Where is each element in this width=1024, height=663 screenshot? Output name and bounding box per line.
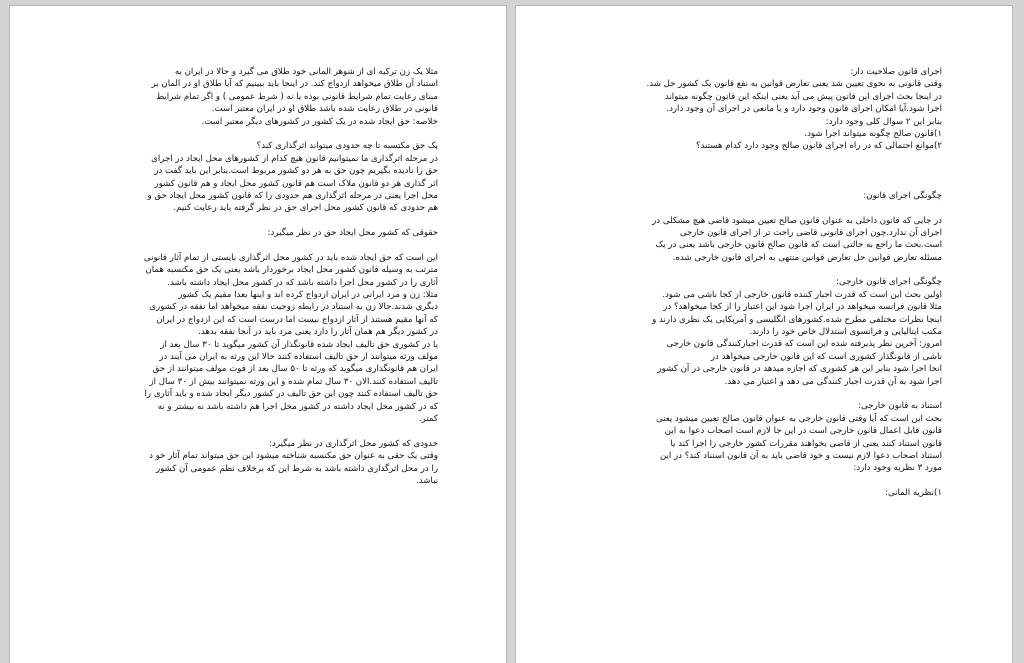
page-text-right — [608, 66, 942, 500]
text-line: استناد آن طلاق میخواهد ازدواج کند. در اینجا باید ببینیم که آیا طلاق او در المان بر — [151, 79, 438, 90]
text-line: مورد ۳ نظریه وجود دارد: — [853, 463, 942, 474]
text-line: تالیف استفاده کنند.الان ۳۰ سال تمام شده و این ورثه نمیتوانند بیش از ۳۰ سال از — [149, 376, 438, 387]
page-text-left — [112, 66, 438, 487]
paragraph-gap — [608, 388, 942, 400]
section-heading: استناد به قانون خارجی: — [858, 401, 942, 412]
paragraph-gap — [608, 475, 942, 487]
text-line: مسئله تعارض قوانین حل تعارض قوانین منتهی به اجرای قانون خارجی شده. — [672, 252, 942, 263]
text-line: اجرا شود به آن قدرت اجبار کنندگی می دهد و اعتبار می دهد. — [724, 376, 942, 387]
text-line: قانونی در طلاق رعایت شده باشد طلاق او در ایران معتبر است. — [211, 104, 438, 115]
paragraph-gap — [112, 128, 438, 140]
text-line: ایران هم قانونگذاری میگوید که ورثه تا ۵۰ سال بعد از فوت مولف میتوانند از حق — [152, 364, 438, 375]
paragraph-gap — [112, 215, 438, 227]
document-page-left — [10, 6, 506, 663]
list-item: ۱)قانون صالح چگونه میتواند اجرا شود. — [804, 128, 942, 139]
text-line: حق تالیف استفاده کنند چون این حق تالیف در کشور دیگر ایجاد شده و باید آثاری را — [144, 389, 438, 400]
section-heading: چگونگی اجرای قانون: — [863, 190, 942, 201]
text-line: اجرا شود.آیا امکان اجرای قانون وجود دارد و یا مانعی در اجرای آن وجود دارد. — [666, 104, 942, 115]
text-line: ناشی از قانونگذار کشوری است که این قانون خارجی میخواهد در — [710, 351, 942, 362]
text-line: مبنای رعایت تمام شرایط قانونی بوده یا نه ( شرط عمومی ) و اگر تمام شرایط — [156, 91, 438, 102]
summary-line: خلاصه: حق ایجاد شده در یک کشور در کشورهای دیگر معتبر است. — [201, 116, 438, 127]
text-line: استناد اصحاب دعوا لازم نیست و خود قاضی باید به آن قانون استناد کند؟ در این — [659, 450, 942, 461]
section-heading: چگونگی اجرای قانون خارجی: — [836, 277, 942, 288]
text-line: آثاری را در کشور محل اجرا داشته باشد که در کشور محل ایجاد داشته باشد. — [167, 277, 438, 288]
text-line: که آنها مقیم هستند از آثار ازدواج نیست اما درست است که این ازدواج در ایران — [156, 314, 438, 325]
text-line: در جایی که قانون داخلی به عنوان قانون صالح تعیین میشود قاضی هیچ مشکلی در — [652, 215, 942, 226]
section-heading: یک حق مکتسبه تا چه حدودی میتواند اثرگذاری کند؟ — [256, 141, 438, 152]
text-line: امروز: آخرین نظر پذیرفته شده این است که قدرت اجبارکنندگی قانون خارجی — [666, 339, 942, 350]
text-line: بنابر این ۲ سوال کلی وجود دارد: — [825, 116, 942, 127]
text-line: اینجا نظرات مختلفی مطرح شده.کشورهای انگلیسی و آمریکایی یک نظری دارند و — [652, 314, 942, 325]
text-line: قانون قابل اعمال قانون خارجی است در این جا لازم است اصحاب دعوا به این — [664, 426, 942, 437]
text-line: نباشد. — [415, 475, 438, 486]
text-line: بحث این است که آیا وقتی قانون خارجی به عنوان قانون صالح تعیین میشود یعنی — [655, 413, 942, 424]
text-line: دیگری شدند.حالا زن به استناد در رابطه زوجیت نفقه میخواهد اما نفقه در کشوری — [149, 302, 438, 313]
text-line: کمتر. — [418, 413, 438, 424]
text-line: حق را نادیده بگیریم چون حق به هر دو کشور مربوط است.بنابر این باید گفت در — [154, 166, 438, 177]
list-item: ۱)نظریه المانی: — [885, 488, 942, 499]
text-line: که در کشور محل ایجاد داشته در کشور محل اجرا هم داشته باشد نه بیشتر و نه — [157, 401, 438, 412]
text-line: در مرحله اثرگذاری ما نمیتوانیم قانون هیچ کدام از کشورهای محل ایجاد در اجرای — [151, 153, 438, 164]
text-line: مولف ورثه میتوانند از حق تالیف استفاده کنند حالا این ورثه به ایران می آیند در — [159, 351, 438, 362]
text-line: مکتب ایتالیایی و فرانسوی استدلال خاص خود را دارند. — [749, 327, 942, 338]
text-line: این است که حق ایجاد شده باید در کشور محل اثرگذاری بایستی از تمام آثار قانونی — [143, 252, 438, 263]
text-line: را در محل اثرگذاری داشته باشد به شرط این که برخلاف نظم عمومی آن کشور — [155, 463, 438, 474]
paragraph-gap — [112, 239, 438, 251]
text-line: اولین بحث این است که قدرت اجبار کننده قانون خارجی از کجا ناشی می شود. — [662, 289, 942, 300]
document-page-right — [516, 6, 1012, 663]
text-line: انجا اجرا شود بنابر این هر کشوری که اجازه میدهد در قانون خارجی در آن کشور — [657, 364, 942, 375]
section-heading: اجرای قانون صلاحیت دار: — [850, 67, 942, 77]
text-line: محل اجرا یعنی در مرحله اثرگذاری هم حدودی را که قانون کشور محل ایجاد حق و — [147, 190, 438, 201]
text-line: وقتی یک حقی به عنوان حق مکتسبه شناخته میشود این حق میتواند تمام آثار خو د — [149, 451, 438, 462]
paragraph-gap — [112, 425, 438, 437]
text-line: مثلا یک زن ترکیه ای از شوهر المانی خود طلاق می گیرد و حالا در ایران به — [174, 67, 438, 77]
text-line: است.بحث ما راجع به حالتی است که قانون صالح قانون خارجی باشد یعنی در یک — [655, 240, 942, 251]
text-line: هم حدودی که قانون کشور محل اجرای حق در نظر گرفته باید رعایت کنیم. — [173, 203, 438, 214]
text-line: یا در کشوری حق تالیف ایجاد شده قانونگذار آن کشور میگوید تا ۳۰ سال بعد از — [160, 339, 438, 350]
text-line: مثلا: زن و مرد ایرانی در ایران ازدواج کرده اند و اینها بعدا مقیم یک کشور — [178, 290, 438, 301]
section-heading: حدودی که کشور محل اثرگذاری در نظر میگیرد: — [269, 438, 438, 449]
text-line: قانون استناد کنند یعنی از قاضی بخواهند مقررات کشور خارجی را اجرا کند یا — [670, 438, 942, 449]
list-item: ۲)موانع احتمالی که در راه اجرای قانون صالح وجود دارد کدام هستند؟ — [696, 141, 942, 152]
text-line: در کشور دیگر هم همان آثار را دارد یعنی مرد باید در آنجا نفقه بدهد. — [198, 327, 438, 338]
text-line: مترتب به وسیله قانون کشور محل ایجاد برخوردار باشد یعنی یک حق مکتسبه همان — [145, 265, 438, 276]
text-line: اجرای آن ندارد.چون اجرای قانونی قاضی راحت تر از اجرای قانون خارجی — [679, 227, 942, 238]
text-line: در اینجا بحث اجرای این قانون پیش می آید یعنی اینکه این قانون چگونه میتواند — [664, 91, 942, 102]
paragraph-gap — [608, 153, 942, 190]
text-line: وقتی قانونی به نحوی تعیین شد یعنی تعارض قوانین به نفع قانون یک کشور حل شد. — [646, 79, 942, 90]
text-line: مثلا قانون فرانسه میخواهد در ایران اجرا شود این اعتبار را از کجا میخواهد؟ در — [663, 302, 942, 313]
section-heading: حقوقی که کشور محل ایجاد حق در نظر میگیرد: — [267, 228, 438, 239]
paragraph-gap — [608, 264, 942, 276]
text-line: اثر گذاری هر دو قانون ملاک است هم قانون کشور محل ایجاد و هم قانون کشور — [154, 178, 438, 189]
paragraph-gap — [608, 202, 942, 214]
